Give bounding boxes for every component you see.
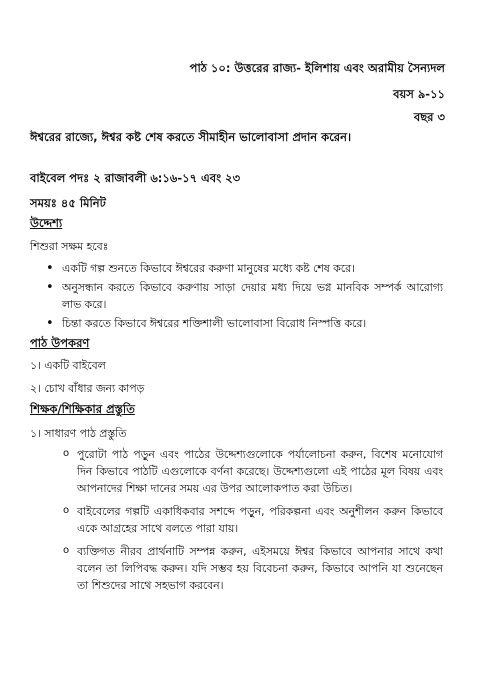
year-label: বছর ৩ (413, 110, 445, 124)
materials-heading: পাঠ উপকরণ (30, 336, 90, 350)
preparation-heading: শিক্ষক/শিক্ষিকার প্রস্তুতি (30, 402, 135, 416)
objectives-heading: উদ্দেশ্য (30, 216, 63, 230)
objective-item: • অনুসন্ধান করতে কিভাবে করুণায় সাড়া দেয়ার মধ্য দিয়ে ভগ্ন মানবিক সম্পর্ক আরোগ্য লাভ করে। (62, 279, 443, 313)
age-range: বয়স ৯-১১ (393, 87, 445, 101)
preparation-subheading: ১। সাধারণ পাঠ প্রস্তুতি (30, 427, 127, 440)
lesson-theme: ঈশ্বরের রাজ্যে, ঈশ্বর কষ্ট শেষ করতে সীমাহীন ভালোবাসা প্রদান করেন। (30, 130, 352, 144)
material-item: ১। একটি বাইবেল (30, 359, 106, 372)
preparation-item: o ব্যক্তিগত নীরব প্রার্থনাটি সম্পন্ন করুন, এইসময়ে ঈশ্বর কিভাবে আপনার সাথে কথা বলেন তা লিপিবদ্ধ করুন। যদি সম্ভব হয় বিবেচনা করুন, কিভাবে আপনি যা শুনেছেন তা শিশুদের সাথে সহভাগ করবেন। (77, 543, 443, 594)
lesson-time: সময়ঃ ৪৫ মিনিট (30, 196, 106, 210)
objectives-list (30, 260, 443, 334)
preparation-item: o বাইবেলের গল্পটি একাধিকবার সশব্দে পড়ুন, পরিকল্পনা এবং অনুশীলন করুন কিভাবে একে আগ্রহের সাথে বলতে পারা যায়। (77, 503, 443, 537)
lesson-title: পাঠ ১০: উত্তরের রাজ্য- ইলিশায় এবং অরামীয় সৈন্যদল (189, 61, 445, 75)
preparation-list (30, 446, 443, 600)
objective-item: • একটি গল্প শুনতে কিভাবে ঈশ্বরের করুণা মানুষের মধ্যে কষ্ট শেষ করে। (62, 260, 443, 277)
material-item: ২। চোখ বাঁধার জন্য কাপড় (30, 382, 145, 395)
objectives-intro: শিশুরা সক্ষম হবেঃ (30, 240, 109, 253)
objective-item: • চিন্তা করতে কিভাবে ঈশ্বরের শক্তিশালী ভালোবাসা বিরোধ নিস্পত্তি করে। (62, 315, 443, 332)
preparation-item: o পুরোটা পাঠ পড়ুন এবং পাঠের উদ্দেশ্যগুলোকে পর্যালোচনা করুন, বিশেষ মনোযোগ দিন কিভাবে পাঠটি এগুলোকে বর্ণনা করেছে। উদ্দেশ্যগুলো এই পাঠের মূল বিষয় এবং আপনাদের শিক্ষা দানের সময় এর উপর আলোকপাত করা উচিত। (77, 446, 443, 497)
bible-verse: বাইবেল পদঃ ২ রাজাবলী ৬:১৬-১৭ এবং ২৩ (30, 171, 241, 185)
